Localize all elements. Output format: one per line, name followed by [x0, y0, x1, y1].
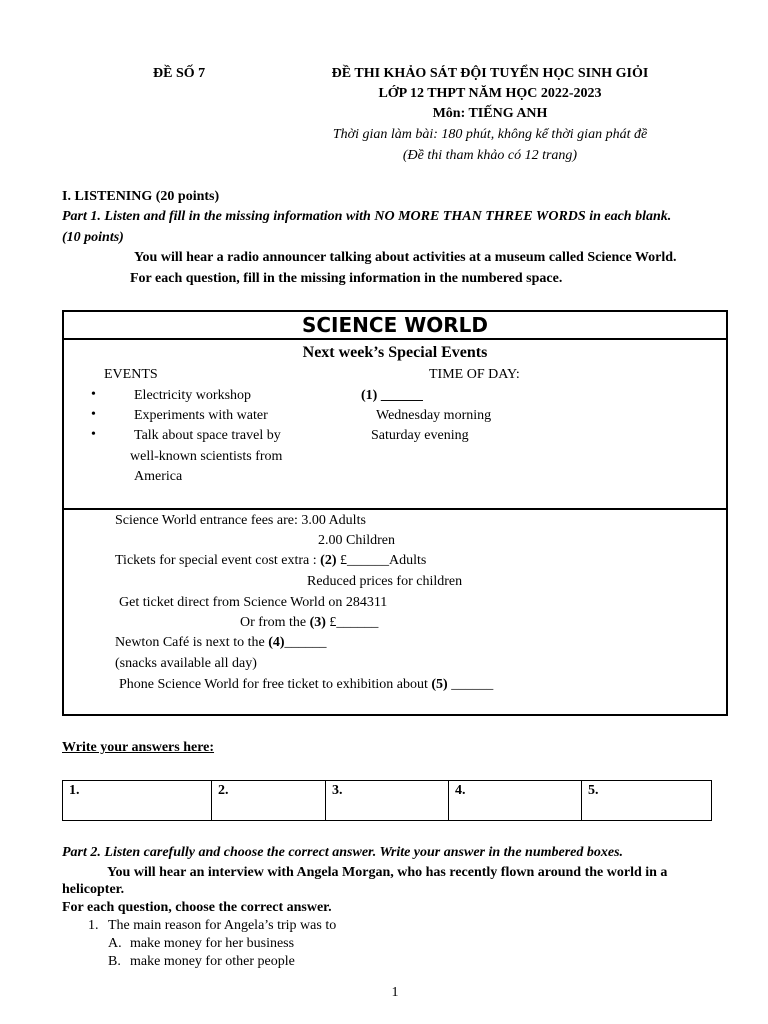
- answer-cell-3[interactable]: 3.: [326, 781, 449, 821]
- part2-heading: Part 2. Listen carefully and choose the correct answer. Write your answer in the numbered boxes.: [62, 845, 624, 860]
- part1-heading: Part 1. Listen and fill in the missing information with NO MORE THAN THREE WORDS in each blank.: [62, 209, 672, 224]
- exam-pages: (Đề thi tham khảo có 12 trang): [402, 148, 578, 163]
- snacks-note: (snacks available all day): [115, 656, 257, 671]
- answer-cell-5[interactable]: 5.: [582, 781, 712, 821]
- option-a-label: A.: [108, 936, 122, 951]
- answers-label: Write your answers here:: [62, 740, 215, 755]
- blank-number-3: (3): [309, 615, 326, 630]
- newton-label: Newton Café is next to the: [115, 635, 269, 650]
- phone-label: Phone Science World for free ticket to exhibition about: [119, 677, 432, 692]
- question-1-number: 1.: [88, 918, 99, 933]
- answer-cell-1[interactable]: 1.: [63, 781, 212, 821]
- bullet-icon: •: [91, 407, 96, 422]
- blank-number-4: (4): [268, 635, 285, 650]
- event-item: Electricity workshop: [134, 388, 252, 403]
- newton-line: [115, 635, 327, 652]
- answer-cell-2[interactable]: 2.: [212, 781, 326, 821]
- exam-time: Thời gian làm bài: 180 phút, không kể thời gian phát đề: [332, 127, 648, 142]
- science-world-subtitle: Next week’s Special Events: [302, 344, 488, 361]
- box-divider: [64, 508, 726, 510]
- answer-table: [62, 780, 712, 821]
- direct-tickets: Get ticket direct from Science World on 284311: [119, 595, 388, 610]
- part1-points: (10 points): [62, 230, 124, 245]
- event-item-cont: well-known scientists from: [130, 449, 283, 464]
- bullet-icon: •: [91, 427, 96, 442]
- newton-blank: ______: [284, 635, 327, 650]
- tickets-label: Tickets for special event cost extra :: [115, 553, 321, 568]
- blank-number-2: (2): [320, 553, 337, 568]
- bullet-icon: •: [91, 387, 96, 402]
- part2-instruction-2: helicopter.: [62, 882, 125, 897]
- science-world-title: SCIENCE WORLD: [64, 312, 726, 340]
- reduced-prices: Reduced prices for children: [307, 574, 463, 589]
- orfrom-blank: £______: [325, 615, 379, 630]
- blank-number-5: (5): [431, 677, 448, 692]
- option-b-label: B.: [108, 954, 121, 969]
- question-1-text: The main reason for Angela’s trip was to: [108, 918, 337, 933]
- event-item-cont: America: [134, 469, 183, 484]
- event-item: Experiments with water: [134, 408, 268, 423]
- event-item: Talk about space travel by: [134, 428, 281, 443]
- tickets-line: [115, 553, 426, 570]
- time-item-blank-1: (1) ______: [361, 388, 423, 403]
- orfrom-line: [240, 615, 378, 632]
- page-number: 1: [391, 985, 399, 1000]
- fees-adults: Science World entrance fees are: 3.00 Adults: [115, 513, 366, 528]
- part1-instruction-1: You will hear a radio announcer talking about activities at a museum called Science World.: [134, 250, 677, 265]
- answer-cell-4[interactable]: 4.: [449, 781, 582, 821]
- exam-title: ĐỀ THI KHẢO SÁT ĐỘI TUYỂN HỌC SINH GIỎI: [331, 66, 649, 81]
- fees-children: 2.00 Children: [318, 533, 395, 548]
- exam-subject: Môn: TIẾNG ANH: [432, 106, 548, 121]
- orfrom-label: Or from the: [240, 615, 310, 630]
- phone-line: [119, 677, 493, 694]
- exam-number: ĐỀ SỐ 7: [153, 66, 206, 81]
- option-b-text: make money for other people: [130, 954, 295, 969]
- part1-instruction-2: For each question, fill in the missing information in the numbered space.: [130, 271, 563, 286]
- time-item: Saturday evening: [371, 428, 469, 443]
- option-a-text: make money for her business: [130, 936, 295, 951]
- events-header: EVENTS: [104, 367, 158, 382]
- exam-class-year: LỚP 12 THPT NĂM HỌC 2022-2023: [378, 86, 602, 101]
- time-item: Wednesday morning: [376, 408, 492, 423]
- tickets-blank: £______Adults: [336, 553, 427, 568]
- part2-instruction-1: You will hear an interview with Angela Morgan, who has recently flown around the world in a: [107, 865, 668, 880]
- time-header: TIME OF DAY:: [429, 367, 520, 382]
- part2-instruction-3: For each question, choose the correct answer.: [62, 900, 332, 915]
- phone-blank: ______: [447, 677, 494, 692]
- listening-heading: I. LISTENING (20 points): [62, 189, 220, 204]
